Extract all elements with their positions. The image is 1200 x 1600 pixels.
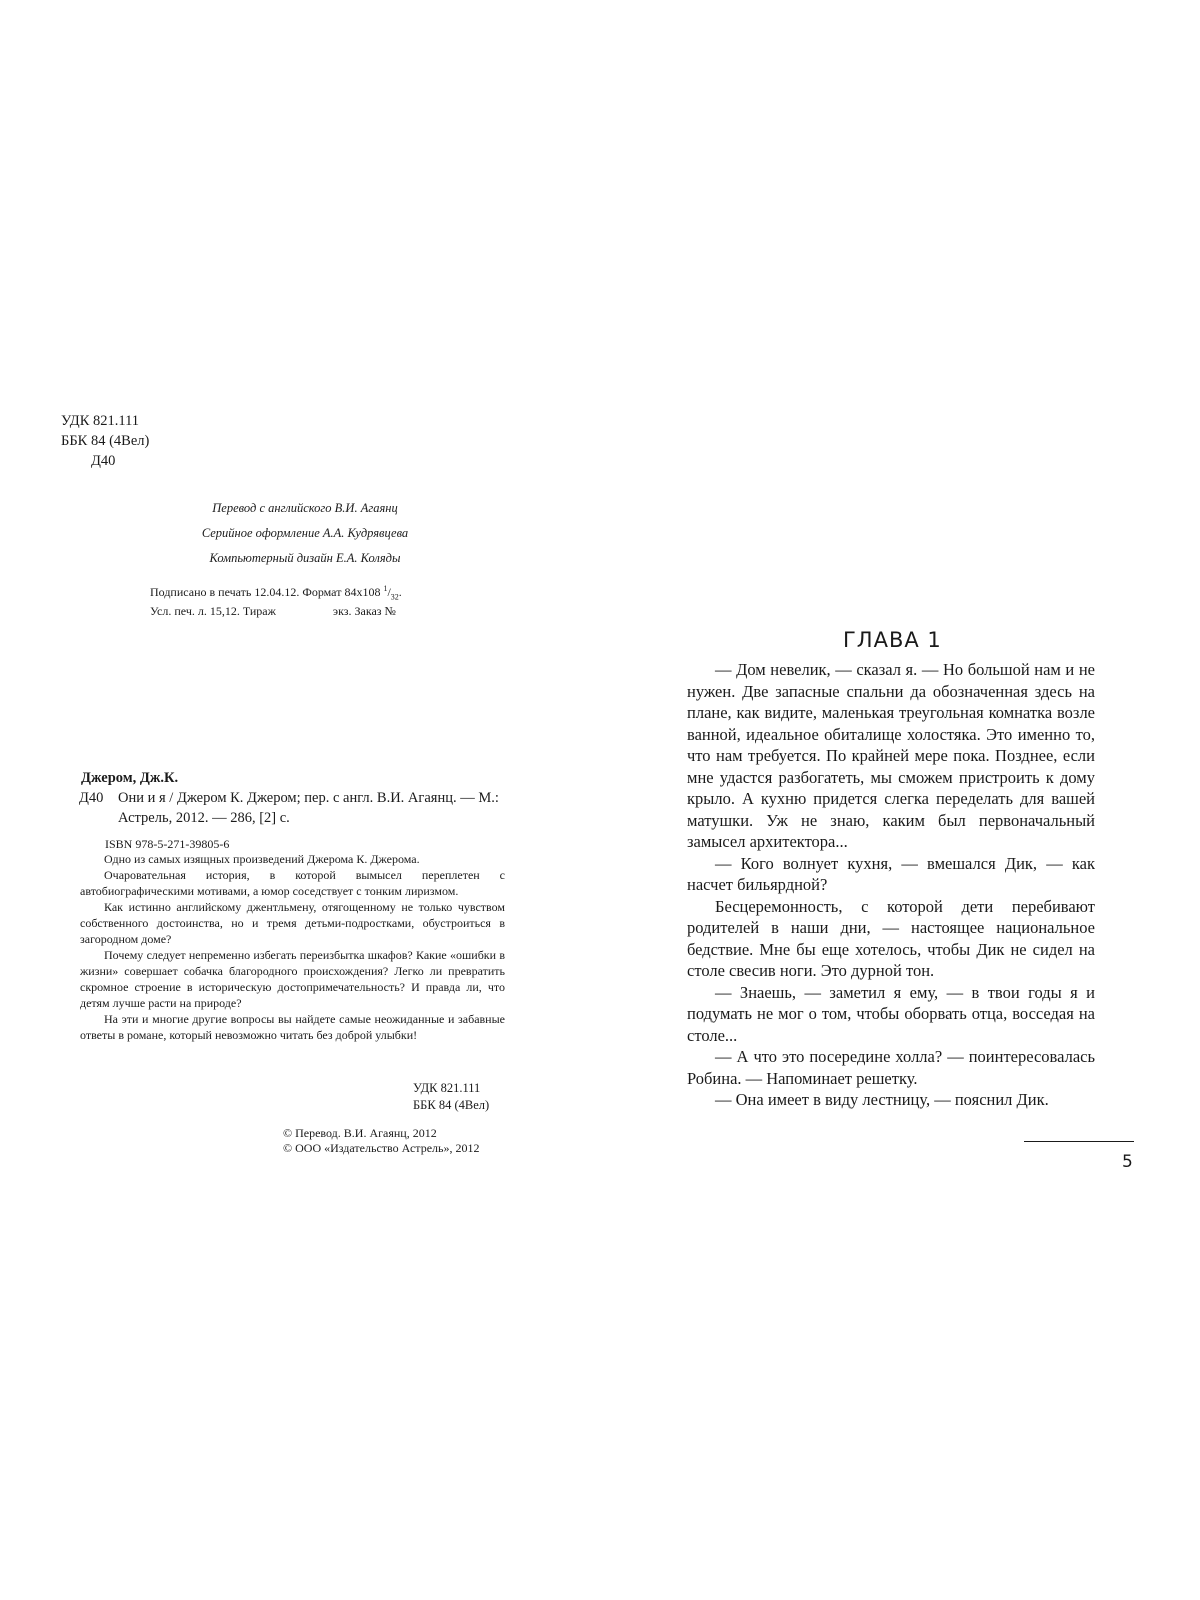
text-paragraph: — Дом невелик, — сказал я. — Но большой нам и не нужен. Две запасные спальни да обозначенная здесь на плане, как видите, маленькая треугольная комнатка возле ванной, идеальное обиталище холостяка. Это именно то, что нам требуется. По крайней мере пока. Позднее, если мне удастся разбогатеть, мы сможем пристроить к дому крыло. А кухню придется слегка переделать для вашей матушки. Уж не знаю, каким был первоначальный замысел архитектора... [687,660,1095,851]
footer-rule [1024,1141,1134,1142]
record-entry [79,788,509,828]
annotation-paragraph: На эти и многие другие вопросы вы найдете самые неожиданные и забавные ответы в романе, который невозможно читать без доброй улыбки! [80,1012,505,1042]
annotation-paragraph: Как истинно английскому джентльмену, отягощенному не только чувством собственного достоинства, но и тремя детьми-подростками, обустроиться в загородном доме? [80,900,505,946]
credit-computer-design: Компьютерный дизайн Е.А. Коляды [209,551,401,565]
record-title: Они и я / Джером К. Джером; пер. с англ. В.И. Агаянц. — М.: Астрель, 2012. — 286, [2] с. [118,790,499,826]
format-fraction-bottom: 32 [390,592,399,602]
annotation-paragraph: Одно из самых изящных произведений Джерома К. Джерома. [104,852,420,866]
chapter-text [687,659,1095,1111]
text-paragraph: — Кого волнует кухня, — вмешался Дик, — как насчет бильярдной? [687,853,1095,894]
imprint-format: Подписано в печать 12.04.12. Формат 84х108 [150,585,384,599]
imprint-block [150,581,402,619]
isbn: ISBN 978-5-271-39805-6 [105,837,230,851]
page-number: 5 [1122,1152,1133,1172]
classification-codes-repeat [413,1080,489,1114]
bbk-code-repeat: ББК 84 (4Вел) [413,1098,490,1112]
text-paragraph: — Она имеет в виду лестницу, — пояснил Дик. [715,1090,1049,1109]
chapter-title: ГЛАВА 1 [843,628,942,652]
imprint-line-2: Усл. печ. л. 15,12. Тираж экз. Заказ № [150,604,396,619]
udk-code: УДК 821.111 [61,413,140,429]
annotation-paragraph: Очаровательная история, в которой вымысел переплетен с автобиографическими мотивами, а юмор соседствует с тонким лиризмом. [80,868,505,898]
text-paragraph: — А что это посередине холла? — поинтересовалась Робина. — Напоминает решетку. [687,1047,1095,1088]
bibliographic-record [79,768,509,854]
annotation [80,851,505,1043]
format-fraction-top: 1 [383,584,388,593]
copyright-translation: © Перевод. В.И. Агаянц, 2012 [283,1126,437,1140]
classification-codes [61,411,149,471]
bbk-code: ББК 84 (4Вел) [61,433,150,449]
author-mark: Д40 [91,453,116,469]
copyright-publisher: © ООО «Издательство Астрель», 2012 [283,1141,480,1155]
annotation-paragraph: Почему следует непременно избегать переизбытка шкафов? Какие «ошибки в жизни» совершает собачка благородного происхождения? Легко ли превратить скромное строение в историческую достопримечательность? И правда ли, что детям лучше расти на природе? [80,948,505,1010]
credits-block [95,496,515,571]
record-author: Джером, Дж.К. [81,770,179,786]
credit-translation: Перевод с английского В.И. Агаянц [212,501,398,515]
text-paragraph: — Знаешь, — заметил я ему, — в твои годы я и подумать не мог о том, чтобы оборвать отца, восседая на столе... [687,982,1095,1045]
credit-series-design: Серийное оформление А.А. Кудрявцева [201,526,409,540]
udk-code-repeat: УДК 821.111 [413,1081,481,1095]
imprint-line-1: Подписано в печать 12.04.12. Формат 84х108 $^1/_{32}$. [150,584,402,602]
record-code: Д40 [79,790,104,806]
text-paragraph: Бесцеремонность, с которой дети перебивают родителей в наши дни, — настоящее национальное бедствие. Мне бы еще хотелось, чтобы Дик не сидел на столе свесив ноги. Это дурной тон. [687,896,1095,980]
copyright-block [283,1126,479,1156]
